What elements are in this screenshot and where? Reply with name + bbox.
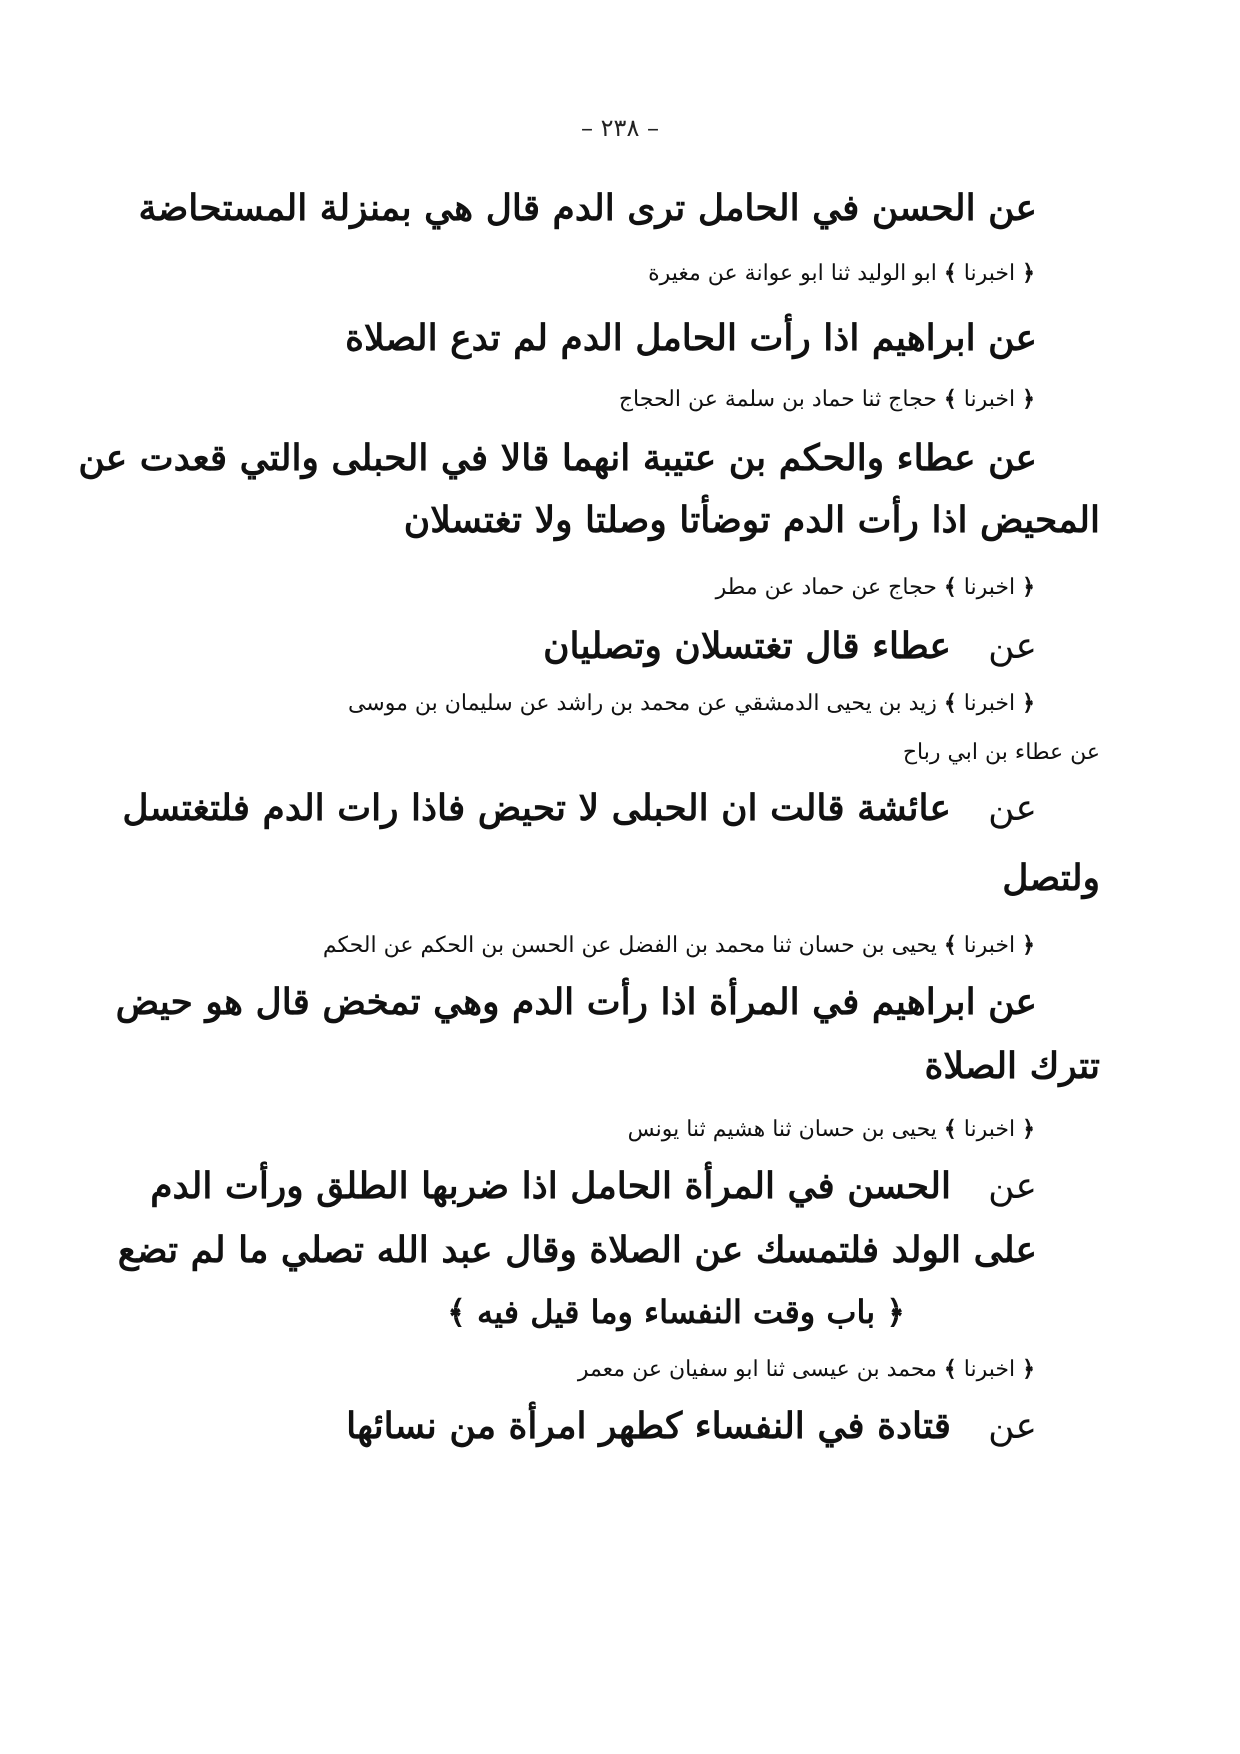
page-number-value: ٢٣٨ [600, 114, 640, 142]
matn-line-3 [78, 437, 1037, 479]
matn-line-2 [345, 317, 1037, 359]
isnad-line-4 [348, 692, 1035, 715]
matn-line-4 [543, 625, 1037, 667]
isnad-text: ابو الوليد ثنا ابو عوانة عن مغيرة [648, 261, 937, 286]
matn-text: على الولد فلتمسك عن الصلاة وقال عبد الله تصلي ما لم تضع [117, 1229, 1037, 1271]
matn-text: عن الحسن في الحامل ترى الدم قال هي بمنزلة المستحاضة [138, 187, 1037, 229]
matn-lead: عن [988, 1166, 1037, 1207]
bracket-open-icon: ﴿ [1022, 690, 1035, 716]
bracket-open-icon: ﴿ [1022, 1356, 1035, 1382]
matn-text: عن ابراهيم في المرأة اذا رأت الدم وهي تمخض قال هو حيض [115, 981, 1037, 1023]
isnad-label: اخبرنا [963, 933, 1016, 958]
matn-text: قتادة في النفساء كطهر امرأة من نسائها [346, 1405, 952, 1447]
matn-lead: عن [988, 788, 1037, 829]
isnad-label: اخبرنا [963, 1357, 1016, 1382]
isnad-line-2 [619, 388, 1035, 411]
chapter-heading-text: باب وقت النفساء وما قيل فيه [476, 1293, 876, 1331]
bracket-close-icon: ﴾ [943, 574, 957, 600]
isnad-continuation-1 [903, 742, 1100, 764]
matn-text: تترك الصلاة [924, 1045, 1100, 1087]
matn-text: ولتصل [1002, 857, 1100, 899]
isnad-text: زيد بن يحيى الدمشقي عن محمد بن راشد عن سليمان بن موسى [347, 691, 937, 716]
bracket-close-icon: ﴾ [943, 690, 957, 716]
isnad-label: اخبرنا [963, 1117, 1016, 1142]
isnad-line-5 [323, 934, 1035, 957]
bracket-close-icon: ﴾ [943, 1116, 957, 1142]
matn-text: عطاء قال تغتسلان وتصليان [543, 625, 952, 667]
matn-line-9 [346, 1405, 1037, 1447]
isnad-text: حجاج ثنا حماد بن سلمة عن الحجاج [618, 387, 937, 412]
isnad-line-6 [628, 1118, 1035, 1141]
bracket-open-icon: ﴿ [886, 1293, 905, 1331]
matn-lead: عن [988, 1406, 1037, 1447]
bracket-close-icon: ﴾ [943, 932, 957, 958]
chapter-heading [447, 1293, 905, 1331]
bracket-close-icon: ﴾ [943, 1356, 957, 1382]
bracket-open-icon: ﴿ [1022, 932, 1035, 958]
matn-continuation-1 [403, 499, 1100, 541]
matn-text: عائشة قالت ان الحبلى لا تحيض فاذا رات الدم فلتغتسل [122, 787, 952, 829]
isnad-label: اخبرنا [963, 261, 1016, 286]
bracket-close-icon: ﴾ [943, 260, 957, 286]
matn-text: عن ابراهيم اذا رأت الحامل الدم لم تدع الصلاة [345, 317, 1037, 359]
bracket-close-icon: ﴾ [447, 1293, 466, 1331]
page-number [0, 114, 1240, 142]
matn-continuation-2 [1002, 857, 1100, 899]
page-number-dash-right: – [646, 114, 659, 142]
matn-text: عن عطاء والحكم بن عتيبة انهما قالا في الحبلى والتي قعدت عن [78, 437, 1037, 479]
isnad-label: اخبرنا [963, 691, 1016, 716]
matn-line-1 [138, 187, 1037, 229]
isnad-label: اخبرنا [963, 575, 1016, 600]
matn-line-5 [122, 787, 1037, 829]
matn-text: المحيض اذا رأت الدم توضأتا وصلتا ولا تغتسلان [403, 499, 1100, 541]
bracket-close-icon: ﴾ [943, 386, 957, 412]
isnad-line-7 [578, 1358, 1035, 1381]
isnad-text: يحيى بن حسان ثنا هشيم ثنا يونس [627, 1117, 937, 1142]
matn-line-8 [117, 1229, 1037, 1271]
isnad-line-3 [716, 576, 1035, 599]
isnad-label: اخبرنا [963, 387, 1016, 412]
matn-line-6 [115, 981, 1037, 1023]
matn-continuation-3 [924, 1045, 1100, 1087]
page-number-dash-left: – [581, 114, 594, 142]
matn-line-7 [150, 1165, 1037, 1207]
isnad-text: عن عطاء بن ابي رباح [902, 740, 1100, 765]
bracket-open-icon: ﴿ [1022, 1116, 1035, 1142]
matn-lead: عن [988, 626, 1037, 667]
isnad-text: حجاج عن حماد عن مطر [715, 575, 937, 600]
matn-text: الحسن في المرأة الحامل اذا ضربها الطلق ورأت الدم [150, 1165, 952, 1207]
isnad-text: يحيى بن حسان ثنا محمد بن الفضل عن الحسن بن الحكم عن الحكم [322, 933, 937, 958]
bracket-open-icon: ﴿ [1022, 386, 1035, 412]
isnad-line-1 [648, 262, 1035, 285]
bracket-open-icon: ﴿ [1022, 574, 1035, 600]
bracket-open-icon: ﴿ [1022, 260, 1035, 286]
isnad-text: محمد بن عيسى ثنا ابو سفيان عن معمر [577, 1357, 937, 1382]
